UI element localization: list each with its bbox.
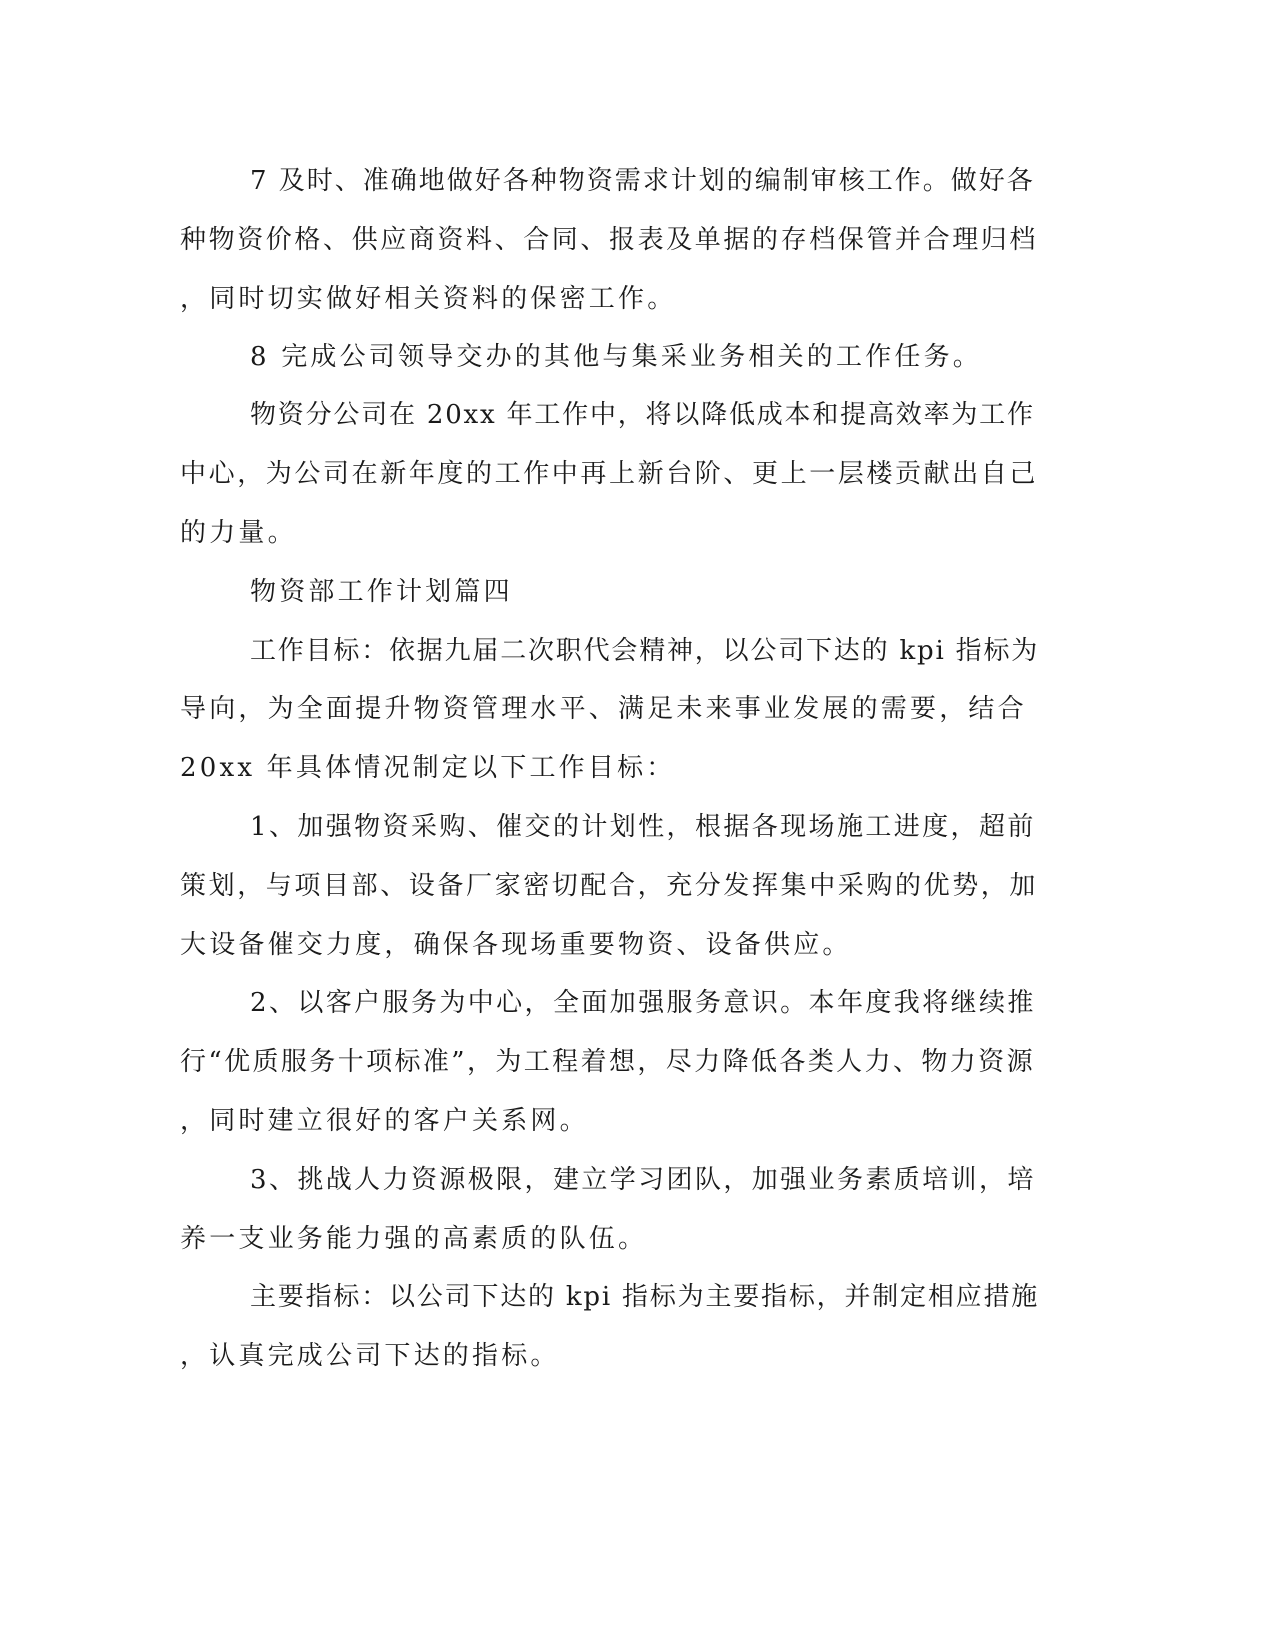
- paragraph-line: ，同时切实做好相关资料的保密工作。: [180, 284, 677, 314]
- paragraph-line: 3、挑战人力资源极限，建立学习团队，加强业务素质培训，培: [250, 1165, 1036, 1195]
- paragraph-line: 的力量。: [180, 518, 297, 548]
- paragraph-line: 20xx 年具体情况制定以下工作目标：: [180, 753, 676, 783]
- paragraph-line: 策划，与项目部、设备厂家密切配合，充分发挥集中采购的优势，加: [180, 871, 1039, 901]
- paragraph-line: ，同时建立很好的客户关系网。: [180, 1106, 589, 1136]
- paragraph-line: 种物资价格、供应商资料、合同、报表及单据的存档保管并合理归档: [180, 225, 1039, 255]
- paragraph-line: 1、加强物资采购、催交的计划性，根据各现场施工进度，超前: [250, 812, 1036, 842]
- paragraph-line: 8 完成公司领导交办的其他与集采业务相关的工作任务。: [250, 342, 983, 372]
- paragraph-line: 导向，为全面提升物资管理水平、满足未来事业发展的需要，结合: [180, 694, 1027, 724]
- paragraph-line: 物资分公司在 20xx 年工作中，将以降低成本和提高效率为工作: [250, 400, 1035, 430]
- paragraph-line: ，认真完成公司下达的指标。: [180, 1341, 560, 1371]
- paragraph-line: 养一支业务能力强的高素质的队伍。: [180, 1224, 648, 1254]
- paragraph-line: 7 及时、准确地做好各种物资需求计划的编制审核工作。做好各: [250, 166, 1035, 196]
- paragraph-line: 工作目标：依据九届二次职代会精神，以公司下达的 kpi 指标为: [250, 636, 1040, 666]
- section-heading: 物资部工作计划篇四: [250, 577, 513, 607]
- paragraph-line: 行“优质服务十项标准”，为工程着想，尽力降低各类人力、物力资源: [180, 1047, 1035, 1077]
- paragraph-line: 2、以客户服务为中心，全面加强服务意识。本年度我将继续推: [250, 988, 1036, 1018]
- paragraph-line: 大设备催交力度，确保各现场重要物资、设备供应。: [180, 930, 852, 960]
- paragraph-line: 中心，为公司在新年度的工作中再上新台阶、更上一层楼贡献出自己: [180, 459, 1039, 489]
- paragraph-line: 主要指标：以公司下达的 kpi 指标为主要指标，并制定相应措施: [250, 1282, 1040, 1312]
